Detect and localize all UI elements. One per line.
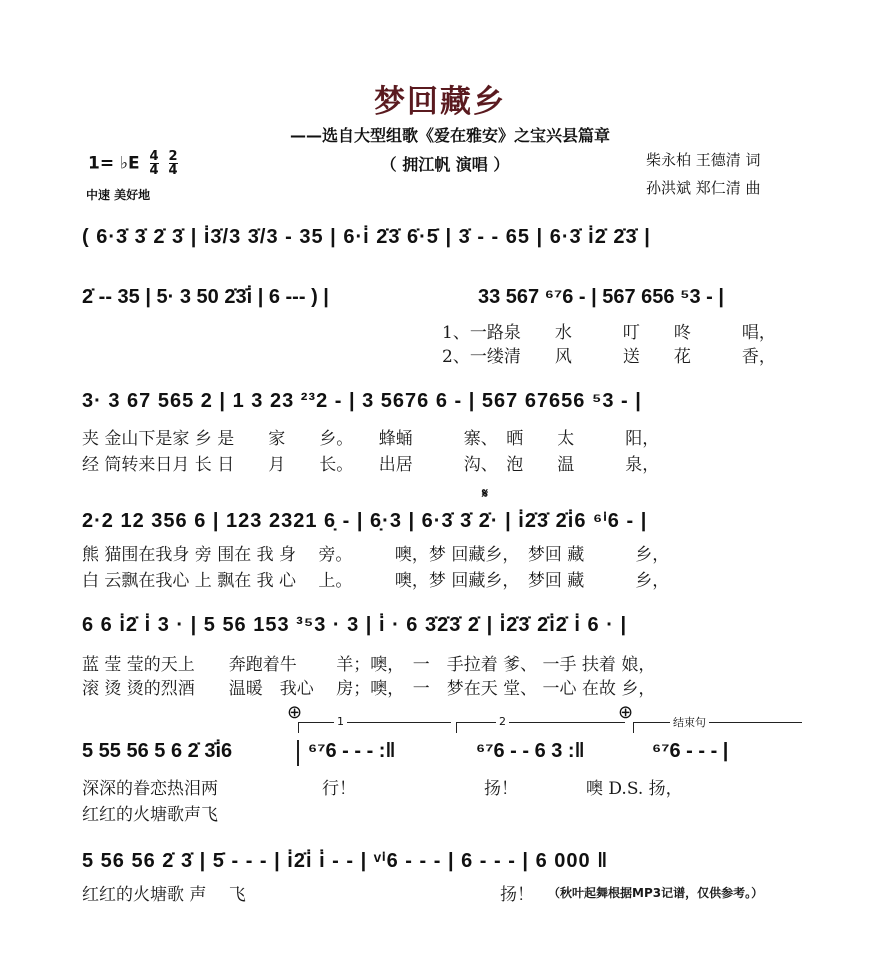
final-ending-bracket xyxy=(633,722,802,733)
lyrics-line-7: 红红的火塘歌 声 飞 xyxy=(82,885,246,905)
lyrics-line-6-b1: 扬！ xyxy=(484,779,518,799)
lyrics-line-2-verse2: 2、一缕清 风 送 花 香， xyxy=(442,347,776,367)
volta-label-1: 1 xyxy=(334,715,347,728)
credits xyxy=(646,146,761,202)
lyrics-line-4-verse2: 白 云飘在我心 上 飘在 我 心 上。 噢，梦 回藏乡， 梦回 藏 乡， xyxy=(82,571,670,591)
barline xyxy=(297,740,299,766)
score-line-6-ending1: ⁶⁷6 - - - :‖ xyxy=(308,740,396,762)
coda-icon: ⊕ xyxy=(287,702,303,723)
volta-bracket-2 xyxy=(456,722,625,733)
score-line-5: 6 6 i̇2̇ i̇ 3 · | 5 56 153 ³⁵3 · 3 | i̇ · 6 3̇2̇3̇ 2̇ | i̇2̇3̇ 2̇i̇2̇ i̇ 6 · | xyxy=(82,614,628,636)
lyrics-line-2-verse1: 1、一路泉 水 叮 咚 唱， xyxy=(442,323,776,343)
transcription-note: （秋叶起舞根据MP3记谱，仅供参考。） xyxy=(548,886,764,900)
score-line-3: 3· 3 67 565 2 | 1 3 23 ²³2 - | 3 5676 6 - | 567 67656 ⁵3 - | xyxy=(82,390,642,412)
lyrics-line-6-b2: 噢 D.S. 扬， xyxy=(586,779,683,799)
lyrics-line-3-verse2: 经 筒转来日月 长 日 月 长。 出居 沟、 泡 温 泉， xyxy=(82,455,660,475)
score-line-4: 2·2 12 356 6 | 123 2321 6̣ - | 6̣·3 | 6·3̇ 3̇ 2̇· | i̇2̇3̇ 2̇i̇6 ⁶ⁱ6 - | xyxy=(82,510,648,532)
score-line-6-main: 5 55 56 5 6 2̇ 3̇i̇6 xyxy=(82,740,233,762)
score-line-6-ending2: ⁶⁷6 - - 6 3 :‖ xyxy=(476,740,585,762)
lyricist-credit: 柴永柏 王德清 词 xyxy=(646,151,761,169)
time-signature-2: $\frac{2}{4}$ xyxy=(168,149,178,178)
segno-icon: 𝄋 xyxy=(482,486,489,502)
song-title: 梦回藏乡 xyxy=(374,84,506,120)
coda-icon-2: ⊕ xyxy=(618,702,634,723)
song-subtitle: ——选自大型组歌《爱在雅安》之宝兴县篇章 xyxy=(289,126,610,145)
lyrics-line-5-verse1: 蓝 莹 莹的天上 奔跑着牛 羊；噢， 一 手拉着 爹、 一手 扶着 娘， xyxy=(82,655,656,675)
lyrics-line-6-a: 深深的眷恋热泪两 xyxy=(82,779,218,799)
lyrics-line-5-verse2: 滚 烫 烫的烈酒 温暖 我心 房；噢， 一 梦在天 堂、 一心 在故 乡， xyxy=(82,679,656,699)
final-ending-label: 结束句 xyxy=(670,714,709,730)
key-signature xyxy=(88,150,178,177)
lyrics-line-6-a-end: 行！ xyxy=(322,779,356,799)
singer-credit: （ 拥江帆 演唱 ） xyxy=(380,155,510,174)
score-line-2-intro: 2̇ -- 35 | 5· 3 50 2̇3̇i̇ | 6 --- ) | xyxy=(82,286,329,308)
composer-credit: 孙洪斌 郑仁清 曲 xyxy=(646,179,761,197)
lyrics-line-3-verse1: 夹 金山下是家 乡 是 家 乡。 蜂蛹 寨、 晒 太 阳， xyxy=(82,429,660,449)
score-line-1: ( 6·3̇ 3̇ 2̇ 3̇ | i̇3̇/3 3̇/3 - 35 | 6·i̇ 2̇3̇ 6̇·5̇ | 3̇ - - 65 | 6·3̇ i̇2̇ 2̇3̇ | xyxy=(82,226,651,248)
score-line-6-final: ⁶⁷6 - - - | xyxy=(652,740,729,762)
lyrics-line-6-c: 红红的火塘歌声飞 xyxy=(82,805,218,825)
volta-bracket-1 xyxy=(298,722,451,733)
tempo-marking: 中速 美好地 xyxy=(86,188,151,202)
lyrics-line-4-verse1: 熊 猫围在我身 旁 围在 我 身 旁。 噢，梦 回藏乡， 梦回 藏 乡， xyxy=(82,545,670,565)
score-line-7: 5 56 56 2̇ 3̇ | 5̇ - - - | i̇2̇i̇ i̇ - - | ᵛⁱ6 - - - | 6 - - - | 6 000 ‖ xyxy=(82,850,609,872)
volta-label-2: 2 xyxy=(496,715,509,728)
lyrics-line-7-end: 扬！ xyxy=(500,885,534,905)
score-line-2-verse: 33 567 ⁶⁷6 - | 567 656 ⁵3 - | xyxy=(478,286,724,308)
key-label: 1= ♭E xyxy=(88,153,140,174)
time-signature-1: $\frac{4}{4}$ xyxy=(149,149,159,178)
